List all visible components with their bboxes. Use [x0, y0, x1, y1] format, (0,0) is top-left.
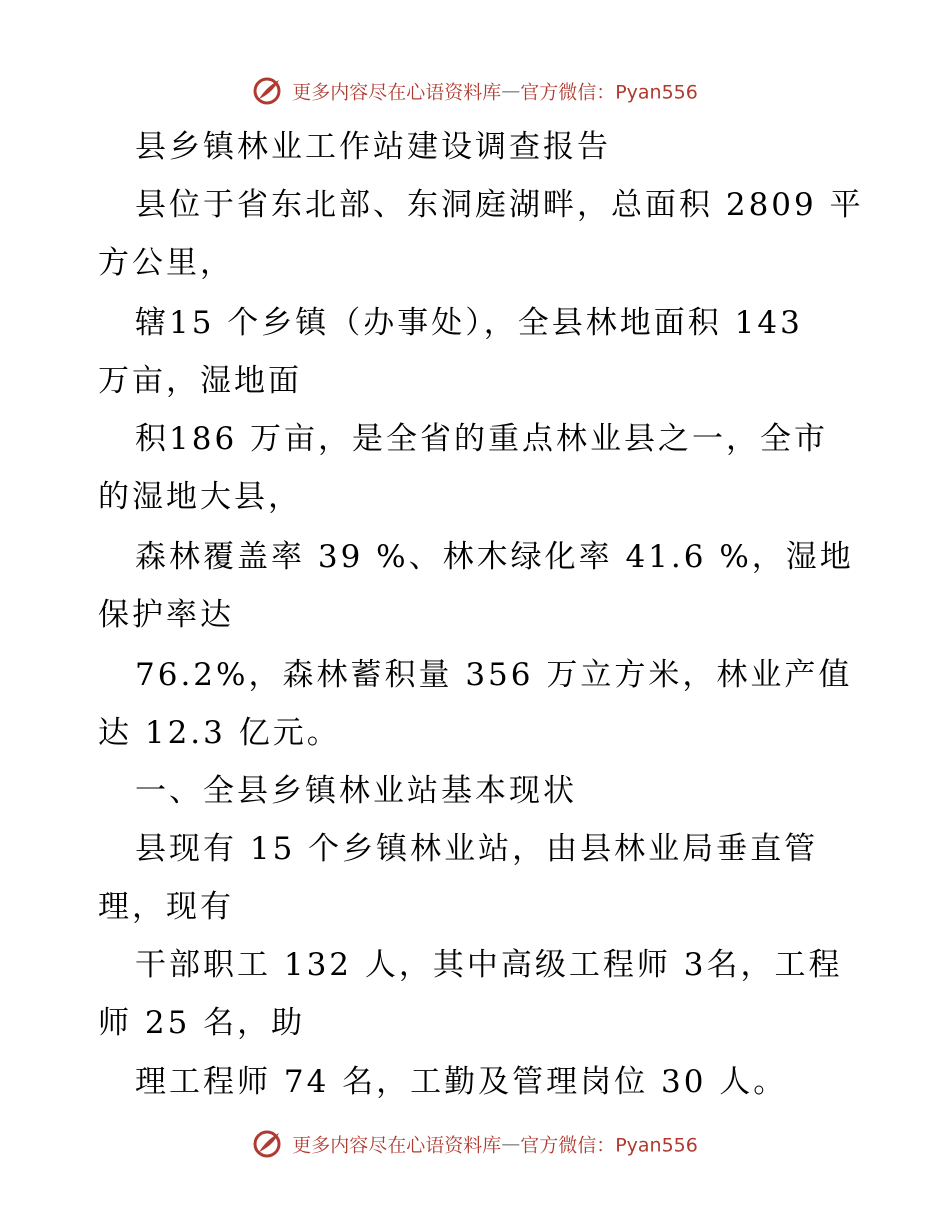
document-title: 县乡镇林业工作站建设调查报告 [135, 129, 611, 165]
watermark-text: 更多内容尽在心语资料库 [292, 1134, 502, 1157]
paragraph-line: 县现有 15 个乡镇林业站，由县林业局垂直管 [135, 831, 819, 867]
paragraph-line: 辖15 个乡镇（办事处），全县林地面积 143 [135, 305, 803, 341]
watermark-contact: 官方微信：Pyan556 [520, 81, 698, 104]
paragraph-line: 积186 万亩，是全省的重点林业县之一，全市 [135, 421, 829, 457]
paragraph-line: 的湿地大县， [98, 479, 302, 515]
paragraph-line: 干部职工 132 人，其中高级工程师 3名，工程 [135, 947, 843, 983]
paragraph-line: 理，现有 [98, 889, 234, 925]
paragraph-line: 76.2%，森林蓄积量 356 万立方米，林业产值 [135, 657, 853, 693]
watermark-text: 更多内容尽在心语资料库 [292, 81, 502, 104]
paragraph-line: 保护率达 [98, 597, 234, 633]
paragraph-line: 万亩，湿地面 [98, 363, 302, 399]
paragraph-line: 方公里， [98, 245, 234, 281]
paragraph-line: 师 25 名，助 [98, 1005, 306, 1041]
watermark-footer [0, 1129, 950, 1159]
feather-logo-icon [252, 1129, 282, 1159]
paragraph-line: 达 12.3 亿元。 [98, 715, 341, 751]
watermark-dash: — [501, 1133, 521, 1155]
watermark-dash: — [501, 80, 521, 102]
watermark-contact: 官方微信：Pyan556 [520, 1134, 698, 1157]
paragraph-line: 县位于省东北部、东洞庭湖畔，总面积 2809 平 [135, 187, 864, 223]
paragraph-line: 森林覆盖率 39 %、林木绿化率 41.6 %，湿地 [135, 539, 854, 575]
section-heading: 一、全县乡镇林业站基本现状 [135, 773, 577, 809]
paragraph-line: 理工程师 74 名，工勤及管理岗位 30 人。 [135, 1064, 788, 1100]
